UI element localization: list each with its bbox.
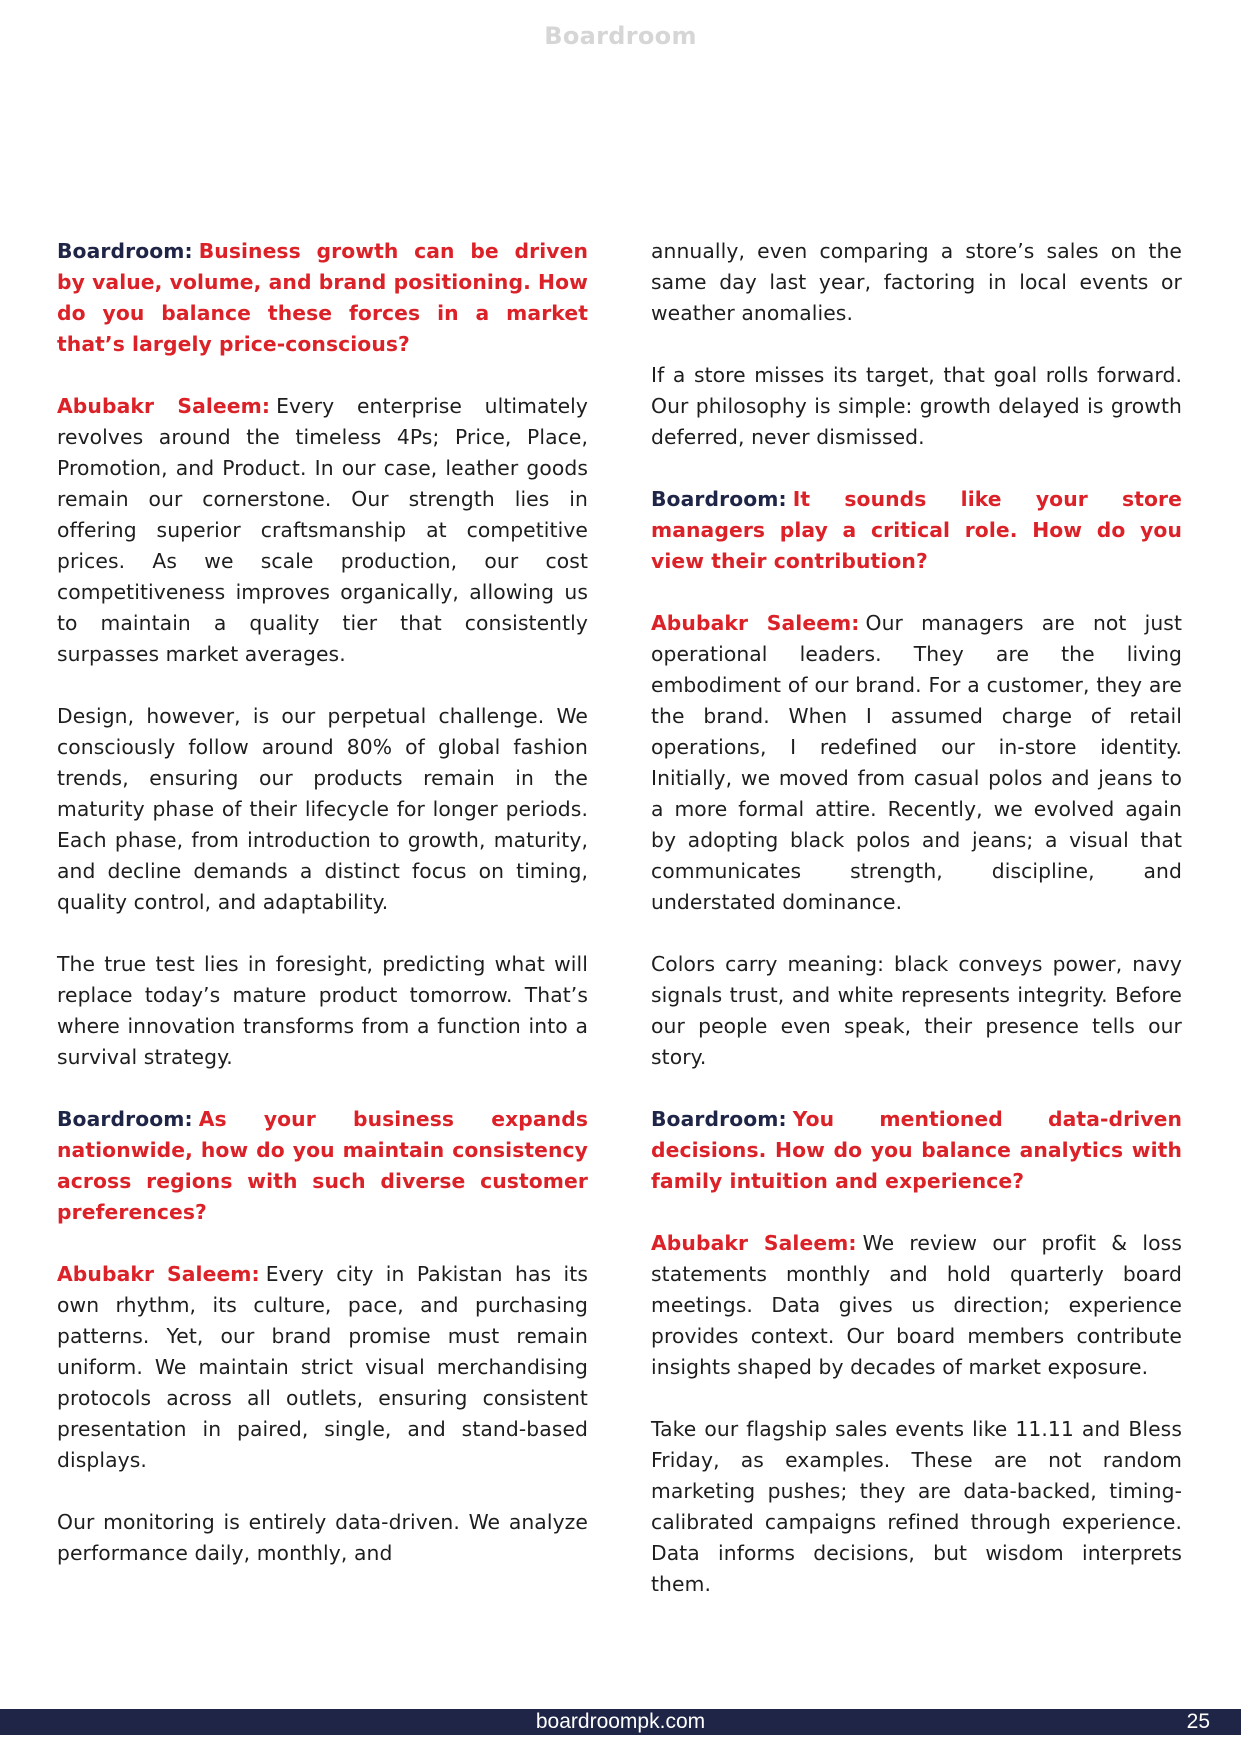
- question-speaker: Boardroom:: [57, 1107, 193, 1131]
- page-footer: [0, 1709, 1241, 1735]
- answer-text: We review our profit & loss statements monthly and hold quarterly board meetings. Data gives us direction; experience provides context. Our board members contribute insights shaped by decades of market exposure.: [651, 1231, 1183, 1379]
- interview-question: [57, 1104, 588, 1228]
- answer-text: Every enterprise ultimately revolves around the timeless 4Ps; Price, Place, Promotion, and Product. In our case, leather goods remain our cornerstone. Our strength lies in offering superior craftsmanship at competitive prices. As we scale production, our cost competitiveness improves organically, allowing us to maintain a quality tier that consistently surpasses market averages.: [57, 394, 589, 666]
- interview-question: [651, 484, 1182, 577]
- answer-text: Every city in Pakistan has its own rhythm, its culture, pace, and purchasing patterns. Yet, our brand promise must remain uniform. We maintain strict visual merchandising protocols across all outlets, ensuring consistent presentation in paired, single, and stand-based displays.: [57, 1262, 588, 1472]
- answer-speaker: Abubakr Saleem:: [57, 1262, 260, 1286]
- body-paragraph: Our monitoring is entirely data-driven. We analyze performance daily, monthly, and: [57, 1510, 588, 1565]
- answer-text: Our managers are not just operational leaders. They are the living embodiment of our brand. For a customer, they are the brand. When I assumed charge of retail operations, I redefined our in-store identity. Initially, we moved from casual polos and jeans to a more formal attire. Recently, we evolved again by adopting black polos and jeans; a visual that communicates strength, discipline, and understated dominance.: [651, 611, 1183, 914]
- body-paragraph: The true test lies in foresight, predicting what will replace today’s mature product tomorrow. That’s where innovation transforms from a function into a survival strategy.: [57, 952, 588, 1069]
- page-number: 25: [1186, 1710, 1210, 1733]
- answer-speaker: Abubakr Saleem:: [651, 1231, 857, 1255]
- question-text: You mentioned data-driven decisions. How do you balance analytics with family intuition and experience?: [651, 1107, 1182, 1193]
- left-column: [57, 236, 588, 1569]
- question-speaker: Boardroom:: [651, 1107, 787, 1131]
- body-paragraph: Take our flagship sales events like 11.11 and Bless Friday, as examples. These are not random marketing pushes; they are data-backed, timing-calibrated campaigns refined through experience. Data informs decisions, but wisdom interprets them.: [651, 1417, 1182, 1596]
- interview-answer: [57, 1259, 588, 1476]
- body-paragraph: Colors carry meaning: black conveys power, navy signals trust, and white represents integrity. Before our people even speak, their presence tells our story.: [651, 952, 1182, 1069]
- question-text: As your business expands nationwide, how do you maintain consistency across regions with such diverse customer preferences?: [57, 1107, 588, 1224]
- question-speaker: Boardroom:: [651, 487, 787, 511]
- body-paragraph: Design, however, is our perpetual challenge. We consciously follow around 80% of global fashion trends, ensuring our products remain in the maturity phase of their lifecycle for longer periods. Each phase, from introduction to growth, maturity, and decline demands a distinct focus on timing, quality control, and adaptability.: [57, 704, 588, 914]
- question-text: Business growth can be driven by value, volume, and brand positioning. How do you balance these forces in a market that’s largely price-conscious?: [57, 239, 588, 356]
- interview-answer: [651, 1228, 1182, 1383]
- answer-speaker: Abubakr Saleem:: [651, 611, 860, 635]
- right-column: [651, 236, 1182, 1600]
- interview-answer: [651, 608, 1182, 918]
- question-speaker: Boardroom:: [57, 239, 193, 263]
- interview-answer: [57, 391, 588, 670]
- answer-speaker: Abubakr Saleem:: [57, 394, 271, 418]
- question-text: It sounds like your store managers play a critical role. How do you view their contribution?: [651, 487, 1182, 573]
- footer-website-link[interactable]: boardroompk.com: [535, 1710, 706, 1733]
- interview-question: [57, 236, 588, 360]
- body-paragraph: If a store misses its target, that goal rolls forward. Our philosophy is simple: growth delayed is growth deferred, never dismissed.: [651, 363, 1182, 449]
- running-header-title: Boardroom: [544, 22, 697, 50]
- body-paragraph: annually, even comparing a store’s sales on the same day last year, factoring in local events or weather anomalies.: [651, 239, 1182, 325]
- interview-question: [651, 1104, 1182, 1197]
